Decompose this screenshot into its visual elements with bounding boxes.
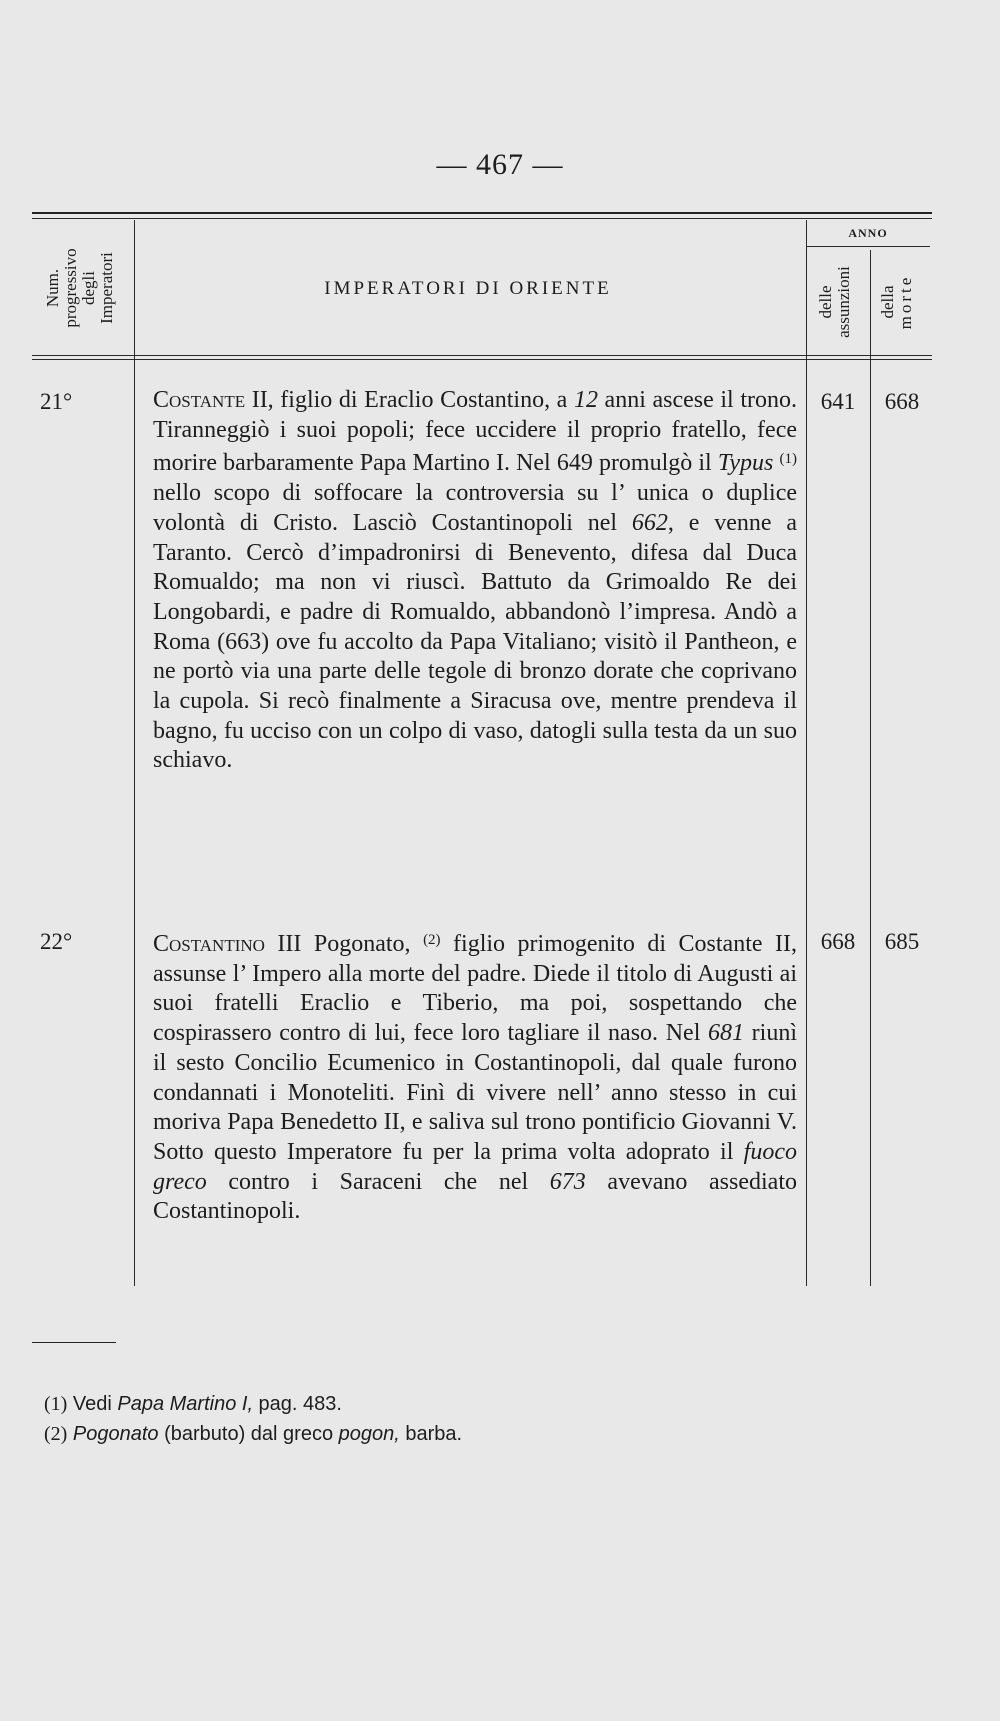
footnote-ref: (1) [779,451,797,468]
entry-morte: 668 [884,389,920,414]
col-rule-years [870,250,871,1286]
page-number: — 467 — [436,148,564,181]
footnote-2: (2) Pogonato (barbuto) dal greco pogon, barba. [44,1423,463,1445]
col-rule-num [134,220,135,1286]
entry-number: 22° [40,929,73,954]
emperor-name: Costantino [153,931,265,957]
header-top-rule [32,212,932,214]
header-title: IMPERATORI DI ORIENTE [324,278,612,299]
header-anno: ANNO [848,226,888,240]
header-num-column: Num. progressivo degli Imperatori [43,248,116,328]
entry-morte: 685 [884,929,920,954]
footnote-ref: (2) [423,932,441,948]
entry-assunzione: 668 [820,929,856,954]
col-rule-text [806,220,807,1286]
entry-assunzione: 641 [820,389,856,414]
header-bottom-rule-thin [32,359,932,360]
header-morte: della morte [878,274,915,330]
header-assunzioni: delle assunzioni [816,266,853,338]
header-top-rule-thin [32,218,932,219]
footnote-1: (1) Vedi Papa Martino I, pag. 483. [44,1393,342,1415]
entry-text: Costantino III Pogonato, $^{(2)}$ figlio primogenito di Costante II, assunse l’ Impero alla morte del padre. Diede il titolo di Augusti ai suoi fratelli Eraclio e Tiberio, ma poi, sospettando che cospirassero contro di lui, fece loro tagliare il naso. Nel 681 riunì il sesto Concilio Ecumenico in Costantinopoli, dal quale furono condannati i Monoteliti. Finì di vivere nell’ anno stesso in cui moriva Papa Benedetto II, e saliva sul trono pontificio Giovanni V. Sotto questo Imperatore fu per la prima volta adoprato il fuoco greco contro i Saraceni che nel 673 avevano assediato Costantinopoli. [153,931,797,1225]
footnote-rule [32,1342,116,1343]
entry-text: Costante II, figlio di Eraclio Costantino, a 12 anni ascese il trono. Tiranneggiò i suoi popoli; fece uccidere il proprio fratello, fece morire barbaramente Papa Martino I. Nel 649 promulgò il Typus $^{(1)}$ nello scopo di soffocare la controversia su l’ unica o duplice volontà di Cristo. Lasciò Costantinopoli nel 662, e venne a Taranto. Cercò d’impadronirsi di Benevento, difesa dal Duca Romualdo; ma non vi riuscì. Battuto da Grimoaldo Re dei Longobardi, e padre di Romualdo, abbandonò l’impresa. Andò a Roma (663) ove fu accolto da Papa Vitaliano; visitò il Pantheon, e ne portò via una parte delle tegole di bronzo dorate che coprivano la cupola. Si recò finalmente a Siracusa ove, mentre prendeva il bagno, fu ucciso con un colpo di vaso, datogli sulla testa da un suo schiavo. [153,387,798,774]
entry-number: 21° [40,389,73,414]
header-bottom-rule [32,355,932,356]
emperor-name: Costante [153,387,246,413]
